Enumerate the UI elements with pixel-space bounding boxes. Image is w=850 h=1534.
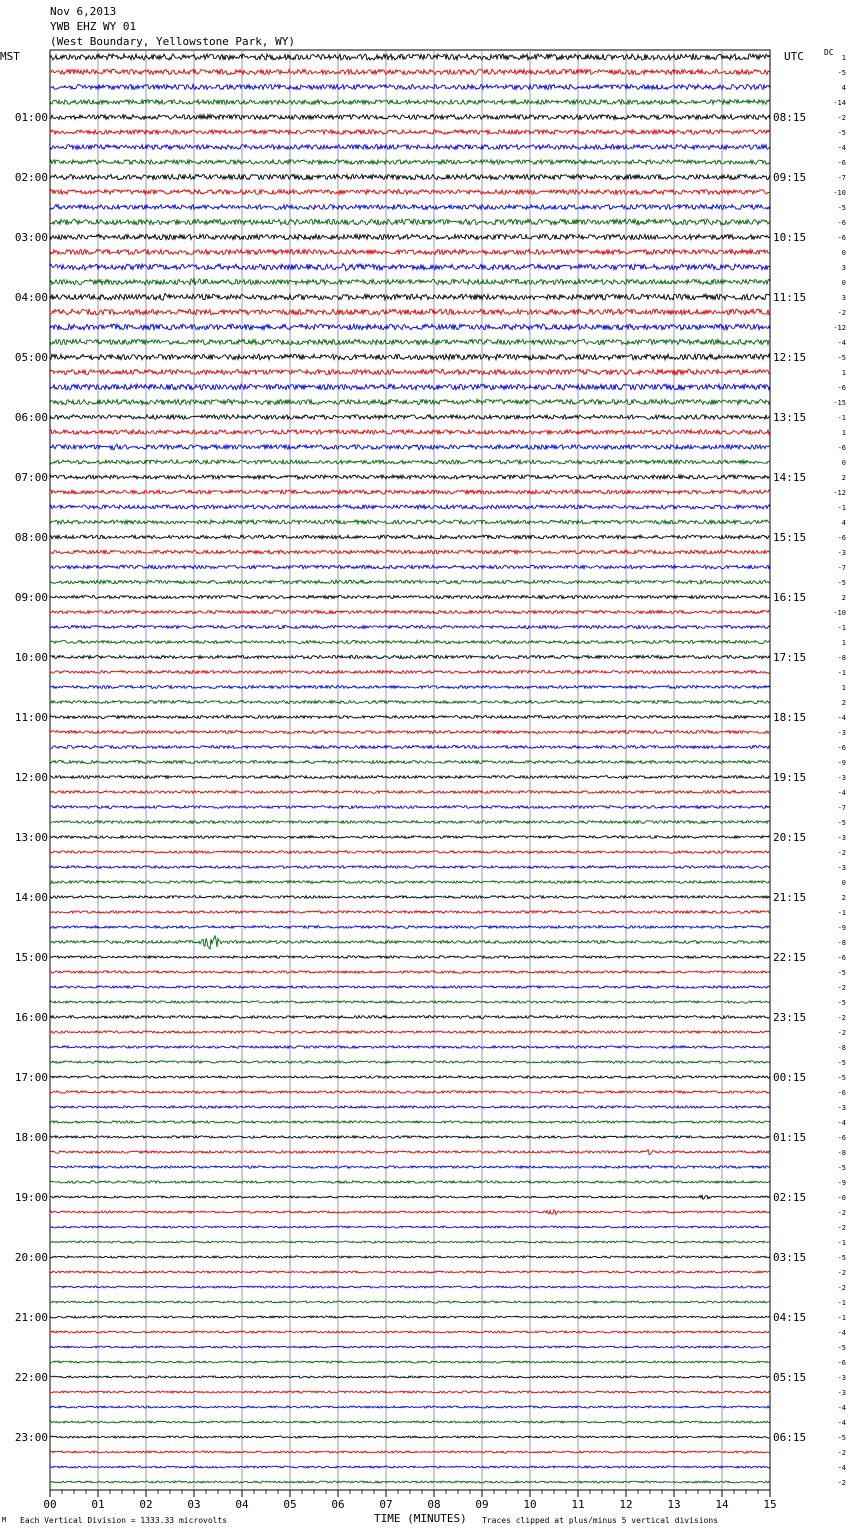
seismic-trace [50, 1046, 770, 1048]
dc-offset-label: -9 [837, 1179, 846, 1187]
dc-offset-label: -6 [837, 1134, 846, 1142]
seismic-trace [50, 821, 770, 824]
dc-offset-label: -3 [837, 729, 846, 737]
right-hour-label: 10:15 [773, 231, 807, 244]
seismic-trace [50, 505, 770, 509]
seismic-trace [50, 1346, 770, 1348]
dc-offset-label: -7 [837, 564, 846, 572]
dc-offset-label: 0 [841, 279, 846, 287]
clip-note: Traces clipped at plus/minus 5 vertical divisions [482, 1516, 719, 1525]
dc-offset-label: -6 [837, 234, 846, 242]
dc-offset-label: -6 [837, 744, 846, 752]
dc-offset-label: -1 [837, 414, 846, 422]
x-tick-label: 04 [235, 1498, 249, 1511]
dc-offset-label: -4 [837, 339, 846, 347]
dc-offset-label: -4 [837, 1119, 846, 1127]
dc-offset-label: -0 [837, 1194, 846, 1202]
dc-offset-label: 1 [841, 429, 846, 437]
dc-offset-label: 2 [841, 594, 846, 602]
seismic-trace [50, 550, 770, 554]
left-hour-label: 06:00 [14, 411, 48, 424]
dc-offset-label: -9 [837, 924, 846, 932]
dc-offset-label: -1 [837, 669, 846, 677]
seismic-trace [50, 971, 770, 973]
dc-offset-label: -4 [837, 144, 846, 152]
left-hour-label: 23:00 [14, 1431, 48, 1444]
dc-offset-label: -5 [837, 819, 846, 827]
seismic-trace [50, 130, 770, 134]
seismic-trace [50, 701, 770, 704]
seismic-trace [50, 1481, 770, 1483]
left-hour-label: 19:00 [14, 1191, 48, 1204]
right-hour-label: 09:15 [773, 171, 807, 184]
seismic-trace [50, 369, 770, 374]
dc-offset-label: -2 [837, 1209, 846, 1217]
dc-offset-label: -5 [837, 1344, 846, 1352]
dc-offset-label: -5 [837, 129, 846, 137]
dc-offset-label: -4 [837, 789, 846, 797]
dc-offset-label: 0 [841, 879, 846, 887]
seismic-trace [50, 836, 770, 839]
dc-offset-label: -3 [837, 549, 846, 557]
x-tick-label: 05 [283, 1498, 297, 1511]
dc-offset-label: -15 [833, 399, 846, 407]
seismic-trace [50, 234, 770, 239]
left-hour-label: 22:00 [14, 1371, 48, 1384]
dc-offset-label: -12 [833, 489, 846, 497]
right-hour-label: 19:15 [773, 771, 807, 784]
dc-offset-label: -3 [837, 774, 846, 782]
left-hour-label: 17:00 [14, 1071, 48, 1084]
seismic-trace [50, 1136, 770, 1138]
seismic-trace [50, 190, 770, 195]
seismic-trace [50, 160, 770, 164]
seismic-trace [50, 731, 770, 734]
dc-offset-label: 4 [841, 84, 846, 92]
left-hour-label: 16:00 [14, 1011, 48, 1024]
dc-offset-label: -5 [837, 1059, 846, 1067]
x-tick-label: 03 [187, 1498, 201, 1511]
right-hour-label: 22:15 [773, 951, 807, 964]
right-hour-label: 12:15 [773, 351, 807, 364]
seismic-trace [50, 1406, 770, 1408]
seismic-trace [50, 399, 770, 404]
chart-location: (West Boundary, Yellowstone Park, WY) [50, 35, 296, 48]
dc-offset-label: -12 [833, 324, 846, 332]
right-hour-label: 04:15 [773, 1311, 807, 1324]
left-hour-label: 03:00 [14, 231, 48, 244]
seismic-trace [50, 761, 770, 764]
right-hour-label: 16:15 [773, 591, 807, 604]
seismic-trace [50, 415, 770, 419]
seismic-trace [50, 610, 770, 613]
dc-offset-label: -5 [837, 204, 846, 212]
seismic-trace [50, 1166, 770, 1168]
x-tick-label: 15 [763, 1498, 777, 1511]
seismic-trace [50, 851, 770, 854]
seismic-trace [50, 278, 770, 286]
dc-offset-label: -6 [837, 444, 846, 452]
dc-offset-label: 3 [841, 294, 846, 302]
left-hour-label: 14:00 [14, 891, 48, 904]
dc-offset-label: -3 [837, 864, 846, 872]
dc-offset-label: -8 [837, 939, 846, 947]
left-hour-label: 21:00 [14, 1311, 48, 1324]
x-tick-label: 14 [715, 1498, 729, 1511]
dc-offset-label: 1 [841, 54, 846, 62]
seismic-trace [50, 1361, 770, 1363]
seismic-trace [50, 174, 770, 179]
right-hour-label: 17:15 [773, 651, 807, 664]
seismic-trace [50, 716, 770, 719]
dc-offset-label: -4 [837, 1404, 846, 1412]
dc-offset-label: -5 [837, 354, 846, 362]
seismic-trace [50, 1121, 770, 1123]
chart-station: YWB EHZ WY 01 [50, 20, 137, 33]
dc-offset-label: 2 [841, 699, 846, 707]
seismic-trace [50, 264, 770, 271]
right-hour-label: 02:15 [773, 1191, 807, 1204]
left-hour-label: 18:00 [14, 1131, 48, 1144]
dc-offset-label: -2 [837, 1014, 846, 1022]
left-hour-label: 11:00 [14, 711, 48, 724]
seismic-trace [50, 490, 770, 494]
seismic-trace [50, 430, 770, 434]
dc-offset-label: -5 [837, 1434, 846, 1442]
seismic-trace [50, 881, 770, 884]
seismic-trace [50, 625, 770, 628]
dc-offset-label: -4 [837, 1329, 846, 1337]
seismic-trace [50, 806, 770, 809]
seismic-trace [50, 384, 770, 390]
right-hour-label: 11:15 [773, 291, 807, 304]
seismic-trace [50, 54, 770, 61]
dc-offset-label: -2 [837, 114, 846, 122]
dc-offset-label: -3 [837, 834, 846, 842]
dc-offset-label: -5 [837, 999, 846, 1007]
dc-offset-label: -2 [837, 984, 846, 992]
dc-offset-label: -3 [837, 1374, 846, 1382]
dc-offset-label: -1 [837, 909, 846, 917]
seismic-trace [50, 460, 770, 464]
seismic-trace [50, 986, 770, 988]
right-hour-label: 20:15 [773, 831, 807, 844]
seismic-trace [50, 69, 770, 74]
dc-offset-label: -3 [837, 1389, 846, 1397]
seismic-trace [50, 776, 770, 779]
seismic-trace [50, 746, 770, 749]
seismic-trace [50, 1181, 770, 1183]
seismic-trace [50, 1195, 770, 1199]
seismic-trace [50, 896, 770, 899]
seismic-trace [50, 354, 770, 360]
seismic-trace [50, 444, 770, 450]
seismic-trace [50, 205, 770, 210]
dc-offset-label: 1 [841, 639, 846, 647]
right-hour-label: 13:15 [773, 411, 807, 424]
seismic-trace [50, 1286, 770, 1288]
dc-offset-label: -2 [837, 1449, 846, 1457]
x-tick-label: 06 [331, 1498, 345, 1511]
seismic-trace [50, 671, 770, 674]
seismic-trace [50, 1436, 770, 1438]
dc-offset-label: -5 [837, 1074, 846, 1082]
left-timezone-label: MST [0, 50, 20, 63]
dc-offset-label: 2 [841, 894, 846, 902]
seismic-trace [50, 926, 770, 929]
right-hour-label: 01:15 [773, 1131, 807, 1144]
x-tick-label: 01 [91, 1498, 105, 1511]
left-hour-label: 13:00 [14, 831, 48, 844]
dc-offset-label: -3 [837, 1104, 846, 1112]
seismic-trace [50, 956, 770, 958]
right-hour-label: 14:15 [773, 471, 807, 484]
right-hour-label: 18:15 [773, 711, 807, 724]
dc-offset-label: -7 [837, 174, 846, 182]
seismic-trace [50, 293, 770, 300]
x-tick-label: 07 [379, 1498, 393, 1511]
left-hour-label: 01:00 [14, 111, 48, 124]
seismic-trace [50, 309, 770, 315]
corner-mark: M [2, 1516, 7, 1524]
dc-offset-label: -6 [837, 954, 846, 962]
seismic-trace [50, 1301, 770, 1303]
dc-offset-label: -8 [837, 1044, 846, 1052]
x-tick-label: 10 [523, 1498, 537, 1511]
seismic-trace [50, 686, 770, 689]
seismic-trace [50, 1031, 770, 1033]
seismic-trace [50, 145, 770, 150]
left-hour-label: 15:00 [14, 951, 48, 964]
seismic-trace [50, 1226, 770, 1228]
seismic-trace [50, 520, 770, 524]
seismic-trace [50, 1061, 770, 1063]
seismic-trace [50, 791, 770, 794]
dc-offset-label: -4 [837, 714, 846, 722]
seismic-trace [50, 115, 770, 120]
chart-date: Nov 6,2013 [50, 5, 117, 18]
dc-offset-label: -6 [837, 1359, 846, 1367]
dc-offset-label: -1 [837, 624, 846, 632]
seismic-trace [50, 565, 770, 569]
x-tick-label: 00 [43, 1498, 57, 1511]
right-hour-label: 03:15 [773, 1251, 807, 1264]
seismic-trace [50, 1316, 770, 1318]
x-tick-label: 13 [667, 1498, 681, 1511]
seismic-trace [50, 1106, 770, 1108]
dc-offset-label: -5 [837, 969, 846, 977]
seismic-trace [50, 1331, 770, 1333]
dc-offset-label: -9 [837, 759, 846, 767]
right-hour-label: 21:15 [773, 891, 807, 904]
dc-offset-label: 2 [841, 474, 846, 482]
dc-offset-label: -5 [837, 69, 846, 77]
dc-offset-label: 0 [841, 249, 846, 257]
left-hour-label: 10:00 [14, 651, 48, 664]
dc-offset-label: -1 [837, 1314, 846, 1322]
seismic-trace [50, 1451, 770, 1453]
x-tick-label: 02 [139, 1498, 153, 1511]
right-hour-label: 00:15 [773, 1071, 807, 1084]
dc-offset-label: -5 [837, 1164, 846, 1172]
left-hour-label: 09:00 [14, 591, 48, 604]
seismic-trace [50, 249, 770, 254]
right-hour-label: 08:15 [773, 111, 807, 124]
x-tick-label: 09 [475, 1498, 489, 1511]
seismic-trace [50, 100, 770, 105]
seismic-trace [50, 1391, 770, 1393]
right-hour-label: 05:15 [773, 1371, 807, 1384]
seismic-trace [50, 324, 770, 330]
dc-offset-label: -10 [833, 609, 846, 617]
x-tick-label: 11 [571, 1498, 585, 1511]
dc-offset-label: -1 [837, 1239, 846, 1247]
dc-offset-label: -6 [837, 384, 846, 392]
dc-offset-label: -2 [837, 1029, 846, 1037]
dc-offset-label: -2 [837, 309, 846, 317]
dc-offset-label: -1 [837, 504, 846, 512]
dc-offset-label: 1 [841, 684, 846, 692]
left-hour-label: 04:00 [14, 291, 48, 304]
dc-offset-label: 3 [841, 264, 846, 272]
dc-offset-label: -2 [837, 1284, 846, 1292]
dc-offset-label: -2 [837, 1269, 846, 1277]
seismic-trace [50, 339, 770, 344]
seismic-trace [50, 1001, 770, 1003]
x-tick-label: 08 [427, 1498, 441, 1511]
dc-offset-label: -4 [837, 1419, 846, 1427]
seismic-trace [50, 1376, 770, 1378]
seismic-trace [50, 85, 770, 90]
dc-offset-label: -14 [833, 99, 846, 107]
right-hour-label: 15:15 [773, 531, 807, 544]
x-axis-title: TIME (MINUTES) [374, 1512, 467, 1525]
seismic-trace [50, 219, 770, 225]
seismic-trace [50, 580, 770, 584]
left-hour-label: 02:00 [14, 171, 48, 184]
dc-offset-label: -4 [837, 1464, 846, 1472]
seismic-trace [50, 936, 770, 949]
dc-offset-label: -2 [837, 1479, 846, 1487]
dc-offset-label: 4 [841, 519, 846, 527]
dc-offset-label: -6 [837, 1089, 846, 1097]
right-hour-label: 06:15 [773, 1431, 807, 1444]
right-timezone-label: UTC [784, 50, 804, 63]
dc-offset-label: -1 [837, 1299, 846, 1307]
left-hour-label: 08:00 [14, 531, 48, 544]
dc-offset-label: -6 [837, 159, 846, 167]
seismic-trace [50, 595, 770, 598]
dc-offset-label: 1 [841, 369, 846, 377]
seismic-trace [50, 1271, 770, 1273]
seismic-trace [50, 1150, 770, 1155]
seismic-trace [50, 1421, 770, 1423]
seismic-trace [50, 1256, 770, 1258]
seismic-trace [50, 1210, 770, 1215]
dc-offset-label: -8 [837, 1149, 846, 1157]
seismic-trace [50, 1091, 770, 1093]
left-hour-label: 07:00 [14, 471, 48, 484]
dc-offset-label: -6 [837, 219, 846, 227]
left-hour-label: 12:00 [14, 771, 48, 784]
seismic-trace [50, 1076, 770, 1078]
seismic-trace [50, 655, 770, 658]
scale-note: Each Vertical Division = 1333.33 microvolts [20, 1516, 228, 1525]
x-tick-label: 12 [619, 1498, 633, 1511]
dc-offset-label: -2 [837, 1224, 846, 1232]
left-hour-label: 20:00 [14, 1251, 48, 1264]
dc-offset-label: -8 [837, 654, 846, 662]
dc-offset-label: -6 [837, 534, 846, 542]
dc-offset-label: -10 [833, 189, 846, 197]
seismic-trace [50, 866, 770, 869]
dc-header-label: DC [824, 48, 834, 57]
dc-offset-label: 0 [841, 459, 846, 467]
dc-offset-label: -2 [837, 849, 846, 857]
dc-offset-label: -7 [837, 804, 846, 812]
seismic-trace [50, 475, 770, 479]
seismic-trace [50, 1466, 770, 1468]
dc-offset-label: -5 [837, 1254, 846, 1262]
right-hour-label: 23:15 [773, 1011, 807, 1024]
left-hour-label: 05:00 [14, 351, 48, 364]
seismic-trace [50, 911, 770, 914]
seismic-trace [50, 535, 770, 539]
seismic-trace [50, 640, 770, 643]
seismic-trace [50, 1016, 770, 1019]
dc-offset-label: -5 [837, 579, 846, 587]
seismic-trace [50, 1241, 770, 1243]
